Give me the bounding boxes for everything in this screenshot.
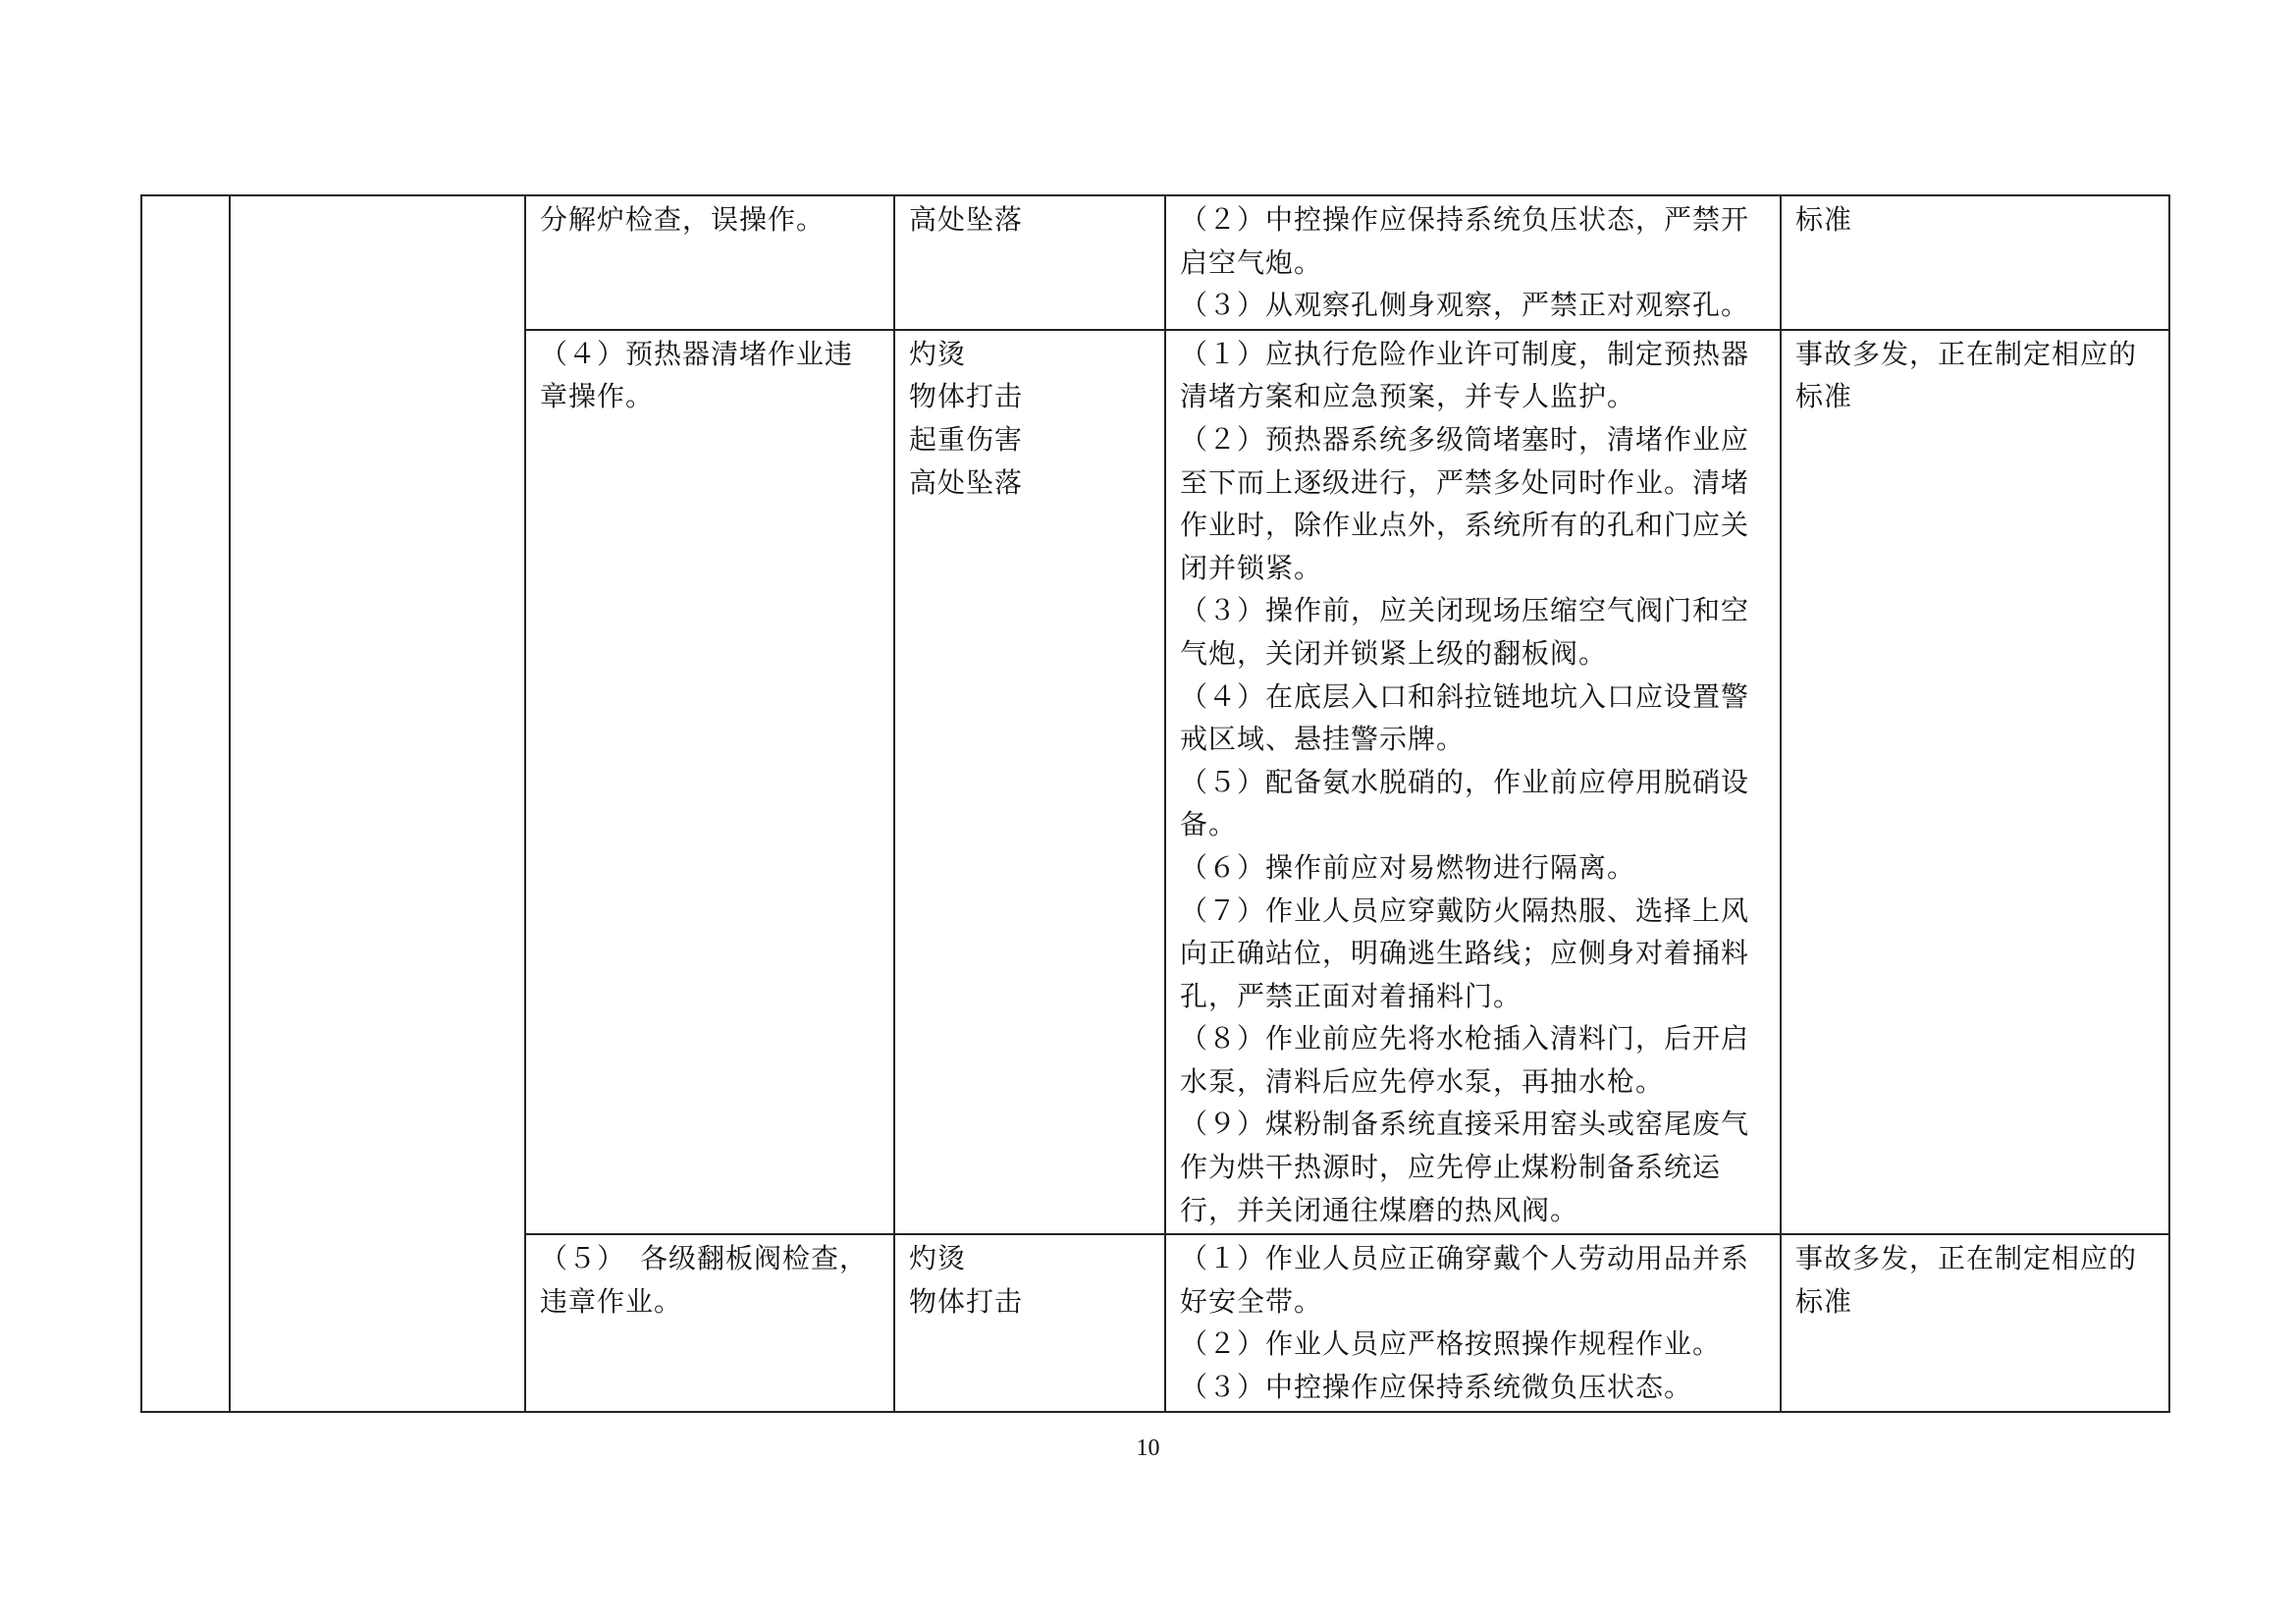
hazard-cell: [525, 195, 894, 330]
status-cell: [1781, 1234, 2169, 1411]
status-cell: [1781, 330, 2169, 1234]
accident-type: 起重伤害: [909, 422, 1024, 456]
status-text: 事故多发，正在制定相应的标准: [1795, 1242, 2138, 1318]
measure-item: （５）配备氨水脱硝的，作业前应停用脱硝设备。: [1180, 765, 1750, 841]
measures-cell: [1165, 330, 1781, 1234]
measure-item: （４）在底层入口和斜拉链地坑入口应设置警戒区域、悬挂警示牌。: [1180, 679, 1750, 756]
index-cell: [141, 195, 230, 1412]
measure-item: （９）煤粉制备系统直接采用窑头或窑尾废气作为烘干热源时，应先停止煤粉制备系统运行，并关闭通往煤磨的热风阀。: [1180, 1108, 1750, 1226]
accident-cell: [894, 330, 1165, 1234]
measures-cell: [1165, 195, 1781, 330]
measure-item: （１）作业人员应正确穿戴个人劳动用品并系好安全带。: [1180, 1242, 1750, 1318]
measure-item: （３）从观察孔侧身观察，严禁正对观察孔。: [1180, 289, 1750, 322]
measure-item: （７）作业人员应穿戴防火隔热服、选择上风向正确站位，明确逃生路线；应侧身对着捅料孔，严禁正面对着捅料门。: [1180, 893, 1750, 1012]
accident-type: 物体打击: [909, 380, 1024, 413]
hazard-cell: [525, 1234, 894, 1411]
measure-item: （２）中控操作应保持系统负压状态，严禁开启空气炮。: [1180, 203, 1750, 279]
measures-cell: [1165, 1234, 1781, 1411]
measure-item: （２）预热器系统多级筒堵塞时，清堵作业应至下而上逐级进行，严禁多处同时作业。清堵作业时，除作业点外，系统所有的孔和门应关闭并锁紧。: [1180, 422, 1750, 584]
accident-type: 灼烫: [909, 1242, 967, 1275]
page-number: 10: [1136, 1435, 1160, 1461]
accident-type: 高处坠落: [909, 465, 1024, 499]
accident-type: 物体打击: [909, 1284, 1024, 1318]
accident-type: 灼烫: [909, 337, 967, 370]
measure-item: （１）应执行危险作业许可制度，制定预热器清堵方案和应急预案，并专人监护。: [1180, 337, 1750, 413]
hazard-text: （４）预热器清堵作业违章操作。: [540, 337, 854, 413]
measure-item: （３）操作前，应关闭现场压缩空气阀门和空气炮，关闭并锁紧上级的翻板阀。: [1180, 594, 1750, 670]
accident-cell: [894, 1234, 1165, 1411]
measure-item: （６）操作前应对易燃物进行隔离。: [1180, 850, 1636, 884]
table-row: [141, 195, 2169, 330]
status-text: 事故多发，正在制定相应的标准: [1795, 337, 2138, 413]
measure-item: （３）中控操作应保持系统微负压状态。: [1180, 1371, 1693, 1404]
accident-cell: [894, 195, 1165, 330]
accident-type: 高处坠落: [909, 203, 1024, 236]
hazard-table: [140, 194, 2170, 1413]
status-text: 标准: [1795, 203, 1853, 236]
hazard-text: 分解炉检查，误操作。: [540, 203, 826, 236]
measure-item: （２）作业人员应严格按照操作规程作业。: [1180, 1327, 1722, 1361]
hazard-text: （５） 各级翻板阀检查，违章作业。: [540, 1242, 869, 1318]
hazard-cell: [525, 330, 894, 1234]
category-cell: [230, 195, 525, 1412]
status-cell: [1781, 195, 2169, 330]
measure-item: （８）作业前应先将水枪插入清料门，后开启水泵，清料后应先停水泵，再抽水枪。: [1180, 1022, 1750, 1098]
